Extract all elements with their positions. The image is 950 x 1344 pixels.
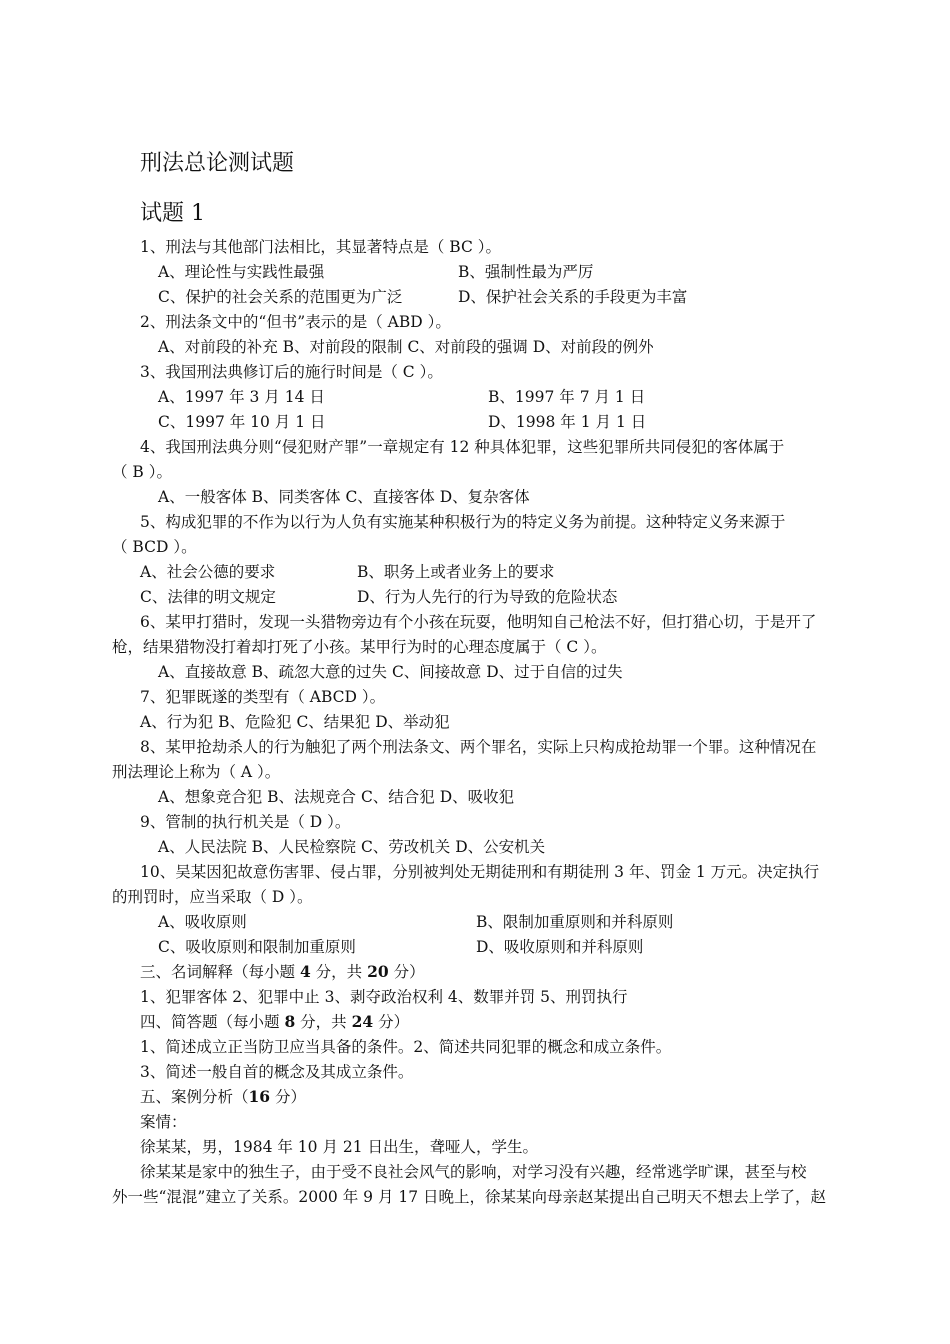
case-paragraph-1: 徐某某，男，1984 年 10 月 21 日出生，聋哑人，学生。 bbox=[140, 1138, 539, 1156]
question-3-option-c: C、1997 年 10 月 1 日 bbox=[158, 413, 326, 431]
section-4-heading-text: 四、简答题（每小题 bbox=[140, 1013, 285, 1031]
question-10-option-b: B、限制加重原则和并科原则 bbox=[476, 913, 674, 931]
question-10-option-c: C、吸收原则和限制加重原则 bbox=[158, 938, 356, 956]
question-3-option-a: A、1997 年 3 月 14 日 bbox=[158, 388, 325, 406]
question-1-option-c: C、保护的社会关系的范围更为广泛 bbox=[158, 288, 403, 306]
question-4-answer: （ B ）。 bbox=[112, 463, 172, 481]
question-5-option-d: D、行为人先行的行为导致的危险状态 bbox=[357, 588, 618, 606]
section-5-heading-text: 五、案例分析（ bbox=[140, 1088, 249, 1106]
case-paragraph-2-cont: 外一些“混混”建立了关系。2000 年 9 月 17 日晚上，徐某某向母亲赵某提出自己明天不想去上学了，赵 bbox=[112, 1188, 827, 1206]
question-3-option-b: B、1997 年 7 月 1 日 bbox=[488, 388, 646, 406]
question-6-stem-cont: 枪，结果猎物没打着却打死了小孩。某甲行为时的心理态度属于（ C ）。 bbox=[112, 638, 607, 656]
question-10-stem-cont: 的刑罚时，应当采取（ D ）。 bbox=[112, 888, 313, 906]
section-3-heading-mid: 分，共 bbox=[310, 963, 368, 981]
question-10-option-a: A、吸收原则 bbox=[158, 913, 247, 931]
question-9-stem: 9、管制的执行机关是（ D ）。 bbox=[140, 813, 351, 831]
section-3-heading-end: 分） bbox=[388, 963, 425, 981]
section-5-heading-end: 分） bbox=[270, 1088, 307, 1106]
section-5-points: 16 bbox=[248, 1087, 271, 1106]
question-5-option-b: B、职务上或者业务上的要求 bbox=[357, 563, 555, 581]
question-3-stem: 3、我国刑法典修订后的施行时间是（ C ）。 bbox=[140, 363, 443, 381]
question-5-option-a: A、社会公德的要求 bbox=[140, 563, 276, 581]
question-1-option-a: A、理论性与实践性最强 bbox=[158, 263, 325, 281]
section-4-line-2: 3、简述一般自首的概念及其成立条件。 bbox=[140, 1063, 414, 1081]
question-7-options: A、行为犯 B、危险犯 C、结果犯 D、举动犯 bbox=[140, 713, 450, 731]
section-4-heading-end: 分） bbox=[373, 1013, 410, 1031]
question-6-stem: 6、某甲打猎时，发现一头猎物旁边有个小孩在玩耍，他明知自己枪法不好，但打猎心切，于是开了 bbox=[140, 613, 817, 631]
section-4-line-1: 1、简述成立正当防卫应当具备的条件。2、简述共同犯罪的概念和成立条件。 bbox=[140, 1038, 672, 1056]
question-2-stem: 2、刑法条文中的“但书”表示的是（ ABD ）。 bbox=[140, 313, 451, 331]
section-3-items: 1、犯罪客体 2、犯罪中止 3、剥夺政治权利 4、数罪并罚 5、刑罚执行 bbox=[140, 988, 628, 1006]
section-4-points-total: 24 bbox=[351, 1012, 374, 1031]
question-1-option-b: B、强制性最为严厉 bbox=[458, 263, 594, 281]
question-5-option-c: C、法律的明文规定 bbox=[140, 588, 276, 606]
question-8-options: A、想象竞合犯 B、法规竞合 C、结合犯 D、吸收犯 bbox=[158, 788, 515, 806]
question-1-stem: 1、刑法与其他部门法相比，其显著特点是（ BC ）。 bbox=[140, 238, 502, 256]
question-10-option-d: D、吸收原则和并科原则 bbox=[476, 938, 644, 956]
question-10-stem: 10、吴某因犯故意伤害罪、侵占罪，分别被判处无期徒刑和有期徒刑 3 年、罚金 1 万元。决定执行 bbox=[140, 863, 820, 881]
case-paragraph-2: 徐某某是家中的独生子，由于受不良社会风气的影响，对学习没有兴趣，经常逃学旷课，甚至与校 bbox=[140, 1163, 807, 1181]
section-3-points-total: 20 bbox=[367, 962, 389, 981]
section-3-heading-text: 三、名词解释（每小题 bbox=[140, 963, 300, 981]
question-2-options: A、对前段的补充 B、对前段的限制 C、对前段的强调 D、对前段的例外 bbox=[158, 338, 654, 356]
question-4-options: A、一般客体 B、同类客体 C、直接客体 D、复杂客体 bbox=[158, 488, 530, 506]
question-8-stem: 8、某甲抢劫杀人的行为触犯了两个刑法条文、两个罪名，实际上只构成抢劫罪一个罪。这种情况在 bbox=[140, 738, 817, 756]
question-4-stem: 4、我国刑法典分则“侵犯财产罪”一章规定有 12 种具体犯罪，这些犯罪所共同侵犯的客体属于 bbox=[140, 438, 785, 456]
section-5-heading bbox=[140, 1087, 306, 1107]
section-subtitle: 试题 1 bbox=[140, 201, 205, 226]
case-label: 案情： bbox=[140, 1113, 187, 1131]
question-8-stem-cont: 刑法理论上称为（ A ）。 bbox=[112, 763, 281, 781]
question-1-option-d: D、保护社会关系的手段更为丰富 bbox=[458, 288, 688, 306]
question-5-stem: 5、构成犯罪的不作为以行为人负有实施某种积极行为的特定义务为前提。这种特定义务来源于 bbox=[140, 513, 786, 531]
question-7-stem: 7、犯罪既遂的类型有（ ABCD ）。 bbox=[140, 688, 386, 706]
section-4-heading-mid: 分，共 bbox=[295, 1013, 352, 1031]
section-3-heading bbox=[140, 962, 425, 982]
question-9-options: A、人民法院 B、人民检察院 C、劳改机关 D、公安机关 bbox=[158, 838, 546, 856]
section-4-points-each: 8 bbox=[284, 1012, 296, 1031]
document-title: 刑法总论测试题 bbox=[140, 151, 295, 176]
section-4-heading bbox=[140, 1012, 409, 1032]
question-6-options: A、直接故意 B、疏忽大意的过失 C、间接故意 D、过于自信的过失 bbox=[158, 663, 623, 681]
question-3-option-d: D、1998 年 1 月 1 日 bbox=[488, 413, 647, 431]
section-3-points-each: 4 bbox=[299, 962, 311, 981]
question-5-answer: （ BCD ）。 bbox=[112, 538, 197, 556]
